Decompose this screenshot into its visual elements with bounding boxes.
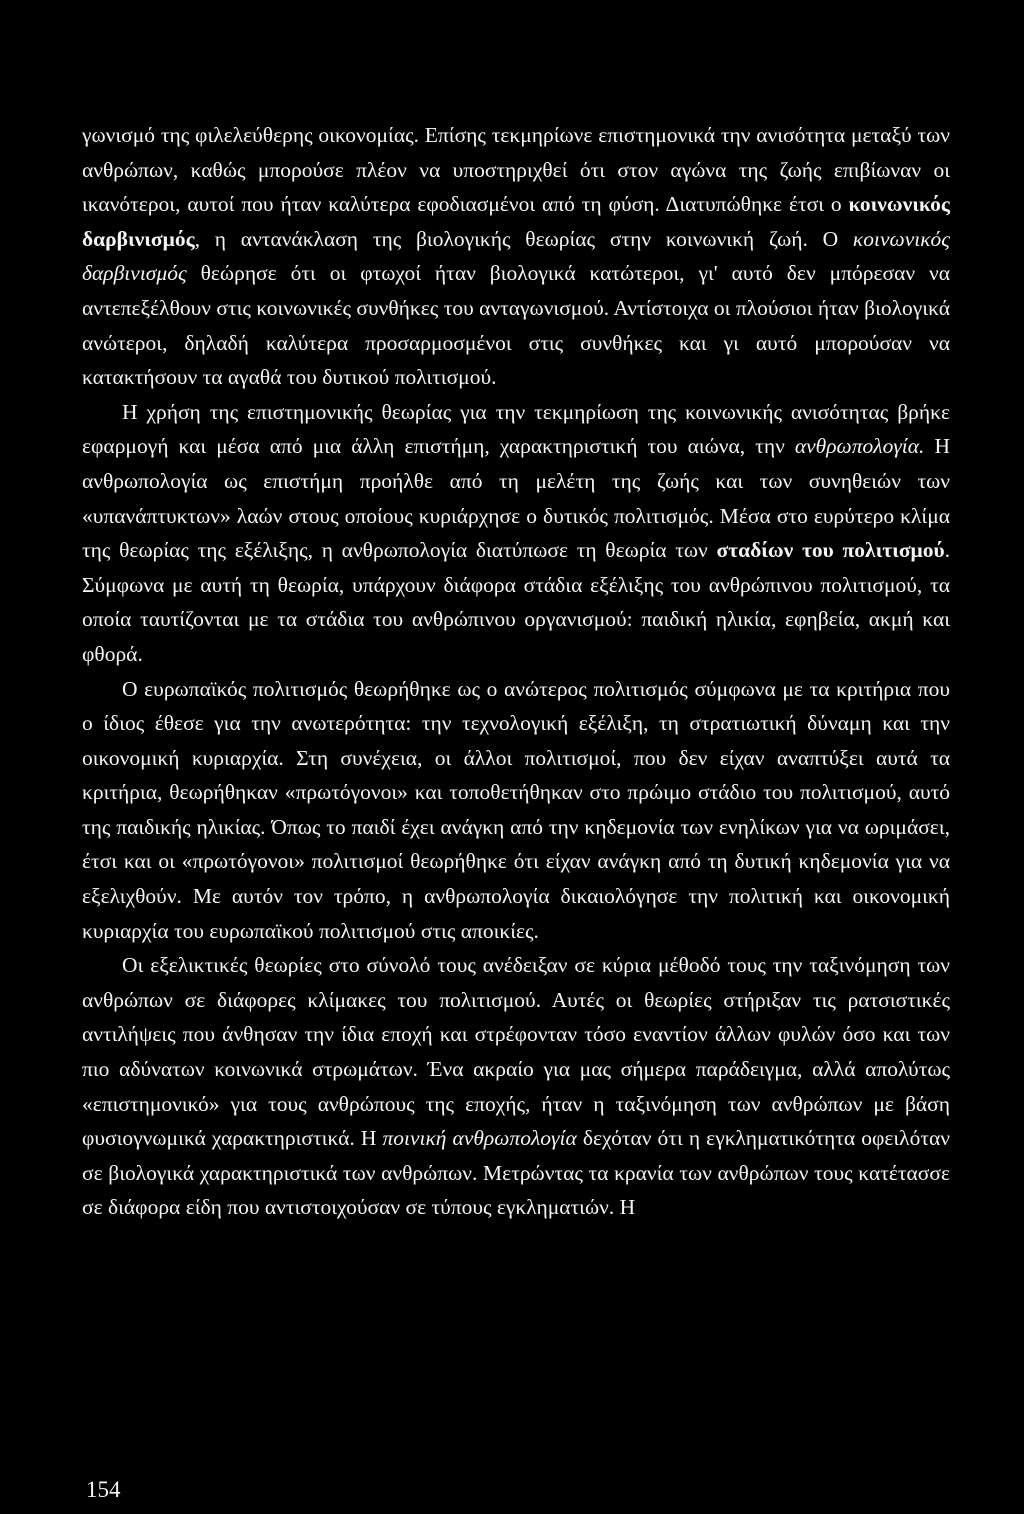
italic-term: ανθρωπολογία. [794,434,925,459]
text-run: Η χρήση της επιστημονικής θεωρίας για την τεκμηρίωση της κοινωνικής ανισότητας βρήκε εφαρμογή και μέσα από μια άλλη επιστήμη, χαρακτηριστική του αιώνα, την [82,399,950,459]
paragraph [82,948,950,1225]
text-run: Η ανθρωπολογία ως επιστήμη προήλθε από τη μελέτη της ζωής και των συνηθειών των «υπανάπτυκτων» λαών στους οποίους κυριάρχησε ο δυτικός πολιτισμός. Μέσα στο ευρύτερο κλίμα της θεωρίας της εξέλιξης, η ανθρωπολογία διατύπωσε τη θεωρία των [82,434,950,563]
page-number: 154 [86,1477,121,1502]
paragraph [82,395,950,672]
text-run: θεώρησε ότι οι φτωχοί ήταν βιολογικά κατώτεροι, γι' αυτό δεν μπόρεσαν να αντεπεξέλθουν στις κοινωνικές συνθήκες του ανταγωνισμού. Αντίστοιχα οι πλούσιοι ήταν βιολογικά ανώτεροι, δηλαδή καλύτερα προσαρμοσμένοι στις συνθήκες και γι αυτό μπορούσαν να κατακτήσουν τα αγαθά του δυτικού πολιτισμού. [82,261,950,390]
italic-term: ποινική ανθρωπολογία [382,1126,577,1151]
bold-term: σταδίων του πολιτισμού [716,538,945,563]
text-run: γωνισμό της φιλελεύθερης οικονομίας. Επίσης τεκμηρίωνε επιστημονικά την ανισότητα μεταξύ των ανθρώπων, καθώς μπορούσε πλέον να υποστηριχθεί ότι στον αγώνα της ζωής επιβίωναν οι ικανότεροι, αυτοί που ήταν καλύτερα εφοδιασμένοι από τη φύση. Διατυπώθηκε έτσι ο [82,123,950,217]
text-run: δεχόταν ότι η εγκληματικότητα οφειλόταν σε βιολογικά χαρακτηριστικά των ανθρώπων. Μετρώντας τα κρανία των ανθρώπων τους κατέτασσε σε διάφορα είδη που αντιστοιχούσαν σε τύπους εγκληματιών. Η [82,1126,950,1220]
text-run: Ο ευρωπαϊκός πολιτισμός θεωρήθηκε ως ο ανώτερος πολιτισμός σύμφωνα με τα κριτήρια που ο ίδιος έθεσε για την ανωτερότητα: την τεχνολογική εξέλιξη, τη στρατιωτική δύναμη και την οικονομική κυριαρχία. Στη συνέχεια, οι άλλοι πολιτισμοί, που δεν είχαν αναπτύξει αυτά τα κριτήρια, θεωρήθηκαν «πρωτόγονοι» και τοποθετήθηκαν στο πρώιμο στάδιο του πολιτισμού, αυτό της παιδικής ηλικίας. Όπως το παιδί έχει ανάγκη από την κηδεμονία των ενηλίκων για να ωριμάσει, έτσι και οι «πρωτόγονοι» πολιτισμοί θεωρήθηκε ότι είχαν ανάγκη από τη δυτική κηδεμονία για να εξελιχθούν. Με αυτόν τον τρόπο, η ανθρωπολογία δικαιολόγησε την πολιτική και οικονομική κυριαρχία του ευρωπαϊκού πολιτισμού στις αποικίες. [82,676,950,943]
text-run: , η αντανάκλαση της βιολογικής θεωρίας στην κοινωνική ζωή. Ο [194,226,853,251]
text-run: Οι εξελικτικές θεωρίες στο σύνολό τους ανέδειξαν σε κύρια μέθοδό τους την ταξινόμηση των ανθρώπων σε διάφορες κλίμακες του πολιτισμού. Αυτές οι θεωρίες στήριξαν τις ρατσιστικές αντιλήψεις που άνθησαν την ίδια εποχή και στρέφονταν τόσο εναντίον άλλων φυλών όσο και των πιο αδύνατων κοινωνικά στρωμάτων. Ένα ακραίο για μας σήμερα παράδειγμα, αλλά απολύτως «επιστημονικό» για τους ανθρώπους της εποχής, ήταν η ταξινόμηση των ανθρώπων με βάση φυσιογνωμικά χαρακτηριστικά. Η [82,953,950,1151]
body-text [82,118,950,1225]
paragraph [82,672,950,949]
text-run: . Σύμφωνα με αυτή τη θεωρία, υπάρχουν διάφορα στάδια εξέλιξης του ανθρώπινου πολιτισμού, τα οποία ταυτίζονται με τα στάδια του ανθρώπινου οργανισμού: παιδική ηλικία, εφηβεία, ακμή και φθορά. [82,538,950,666]
bold-term: κοινωνικός δαρβινισμός [82,192,950,251]
paragraph [82,118,950,395]
italic-term: κοινωνικός δαρβινισμός [82,226,950,286]
